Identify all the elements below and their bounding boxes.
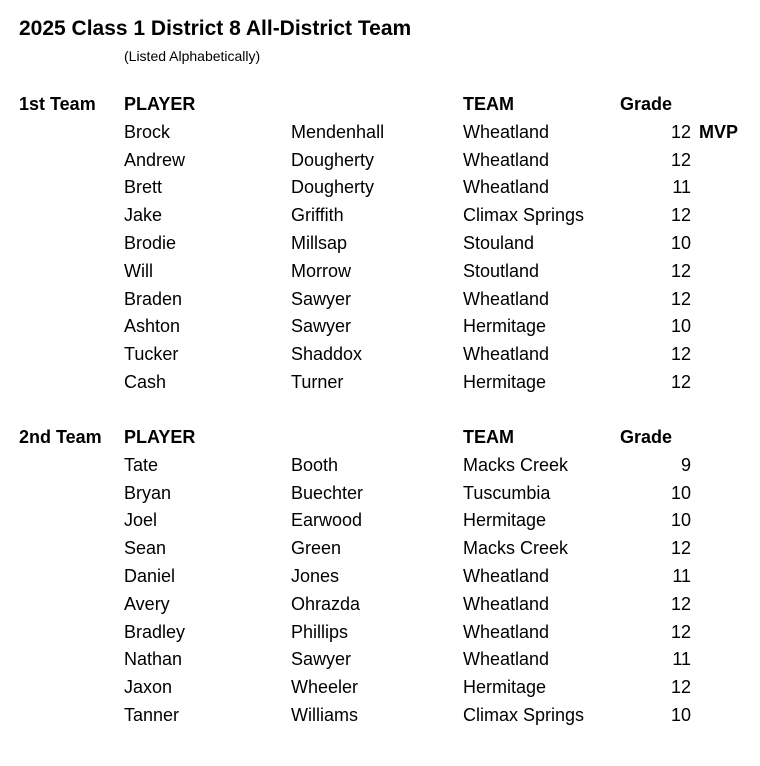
player-team: Wheatland: [463, 177, 550, 198]
player-last-name: Sawyer: [291, 288, 352, 309]
player-team: Wheatland: [463, 121, 550, 142]
player-grade: 12: [670, 621, 691, 642]
player-grade: 12: [670, 260, 691, 281]
player-team: Wheatland: [463, 344, 550, 365]
section-label: 1st Team: [19, 94, 96, 114]
team-column-header: TEAM: [463, 94, 514, 114]
player-first-name: Will: [124, 260, 153, 281]
section-header-row: [0, 91, 760, 119]
player-grade: 12: [670, 593, 691, 614]
player-last-name: Dougherty: [291, 149, 375, 170]
player-grade: 11: [672, 565, 691, 586]
player-last-name: Griffith: [291, 205, 344, 226]
player-last-name: Turner: [291, 371, 344, 392]
player-last-name: Millsap: [291, 232, 348, 253]
player-first-name: Brock: [124, 121, 171, 142]
player-team: Wheatland: [463, 149, 550, 170]
player-first-name: Sean: [124, 538, 167, 559]
player-last-name: Booth: [291, 454, 339, 475]
player-first-name: Daniel: [124, 565, 176, 586]
player-first-name: Tanner: [124, 704, 180, 725]
player-row: [0, 646, 760, 674]
player-last-name: Sawyer: [291, 649, 352, 670]
player-last-name: Sawyer: [291, 316, 352, 337]
player-last-name: Wheeler: [291, 677, 359, 698]
player-team: Hermitage: [463, 316, 547, 337]
player-grade: 12: [670, 205, 691, 226]
player-row: [0, 480, 760, 508]
player-row: [0, 369, 760, 397]
player-row: [0, 452, 760, 480]
player-last-name: Shaddox: [291, 344, 363, 365]
player-team: Wheatland: [463, 593, 550, 614]
player-row: [0, 341, 760, 369]
player-last-name: Ohrazda: [291, 593, 361, 614]
player-first-name: Tate: [124, 454, 159, 475]
player-team: Climax Springs: [463, 704, 585, 725]
player-first-name: Nathan: [124, 649, 183, 670]
player-first-name: Cash: [124, 371, 167, 392]
player-list: [0, 452, 760, 730]
grade-column-header: Grade: [620, 94, 673, 114]
player-last-name: Morrow: [291, 260, 352, 281]
player-grade: 10: [670, 704, 691, 725]
player-grade: 10: [670, 232, 691, 253]
player-first-name: Jake: [124, 205, 163, 226]
player-grade: 11: [672, 649, 691, 670]
player-row: [0, 702, 760, 730]
player-grade: 12: [670, 371, 691, 392]
player-first-name: Brodie: [124, 232, 177, 253]
player-grade: 10: [670, 316, 691, 337]
player-team: Stoutland: [463, 260, 540, 281]
player-row: [0, 202, 760, 230]
player-first-name: Braden: [124, 288, 183, 309]
player-first-name: Tucker: [124, 344, 179, 365]
player-grade: 12: [670, 288, 691, 309]
player-grade: 9: [680, 454, 691, 475]
player-award: MVP: [699, 121, 739, 142]
player-list: [0, 119, 760, 397]
player-team: Wheatland: [463, 565, 550, 586]
section-1st-team: [0, 91, 760, 397]
player-grade: 12: [670, 677, 691, 698]
player-last-name: Mendenhall: [291, 121, 385, 142]
player-team: Wheatland: [463, 621, 550, 642]
player-team: Wheatland: [463, 649, 550, 670]
player-row: [0, 507, 760, 535]
player-first-name: Ashton: [124, 316, 181, 337]
player-last-name: Earwood: [291, 510, 363, 531]
player-team: Climax Springs: [463, 205, 585, 226]
player-team: Tuscumbia: [463, 482, 551, 503]
player-grade: 12: [670, 344, 691, 365]
player-row: [0, 258, 760, 286]
player-last-name: Green: [291, 538, 342, 559]
player-team: Stouland: [463, 232, 535, 253]
player-first-name: Bradley: [124, 621, 186, 642]
section-label: 2nd Team: [19, 427, 102, 447]
player-team: Wheatland: [463, 288, 550, 309]
player-grade: 11: [672, 177, 691, 198]
player-row: [0, 230, 760, 258]
player-grade: 10: [670, 510, 691, 531]
player-row: [0, 535, 760, 563]
section-header-row: [0, 424, 760, 452]
player-row: [0, 591, 760, 619]
player-grade: 12: [670, 149, 691, 170]
player-first-name: Jaxon: [124, 677, 173, 698]
player-first-name: Andrew: [124, 149, 186, 170]
player-row: [0, 674, 760, 702]
player-last-name: Phillips: [291, 621, 349, 642]
team-column-header: TEAM: [463, 427, 514, 447]
player-team: Hermitage: [463, 371, 547, 392]
player-grade: 10: [670, 482, 691, 503]
player-row: [0, 619, 760, 647]
player-row: [0, 147, 760, 175]
player-row: [0, 563, 760, 591]
section-2nd-team: [0, 424, 760, 730]
player-team: Macks Creek: [463, 454, 569, 475]
player-row: [0, 286, 760, 314]
player-row: [0, 174, 760, 202]
player-first-name: Avery: [124, 593, 170, 614]
player-first-name: Joel: [124, 510, 158, 531]
player-last-name: Buechter: [291, 482, 364, 503]
player-team: Macks Creek: [463, 538, 569, 559]
player-team: Hermitage: [463, 510, 547, 531]
player-grade: 12: [670, 538, 691, 559]
page-title: 2025 Class 1 District 8 All-District Team: [19, 17, 412, 40]
player-team: Hermitage: [463, 677, 547, 698]
player-first-name: Brett: [124, 177, 163, 198]
player-row: [0, 119, 760, 147]
player-first-name: Bryan: [124, 482, 172, 503]
player-last-name: Jones: [291, 565, 340, 586]
player-column-header: PLAYER: [124, 427, 196, 447]
player-last-name: Dougherty: [291, 177, 375, 198]
player-grade: 12: [670, 121, 691, 142]
player-row: [0, 313, 760, 341]
player-column-header: PLAYER: [124, 94, 196, 114]
grade-column-header: Grade: [620, 427, 673, 447]
page-subtitle: (Listed Alphabetically): [124, 48, 261, 64]
player-last-name: Williams: [291, 704, 358, 725]
